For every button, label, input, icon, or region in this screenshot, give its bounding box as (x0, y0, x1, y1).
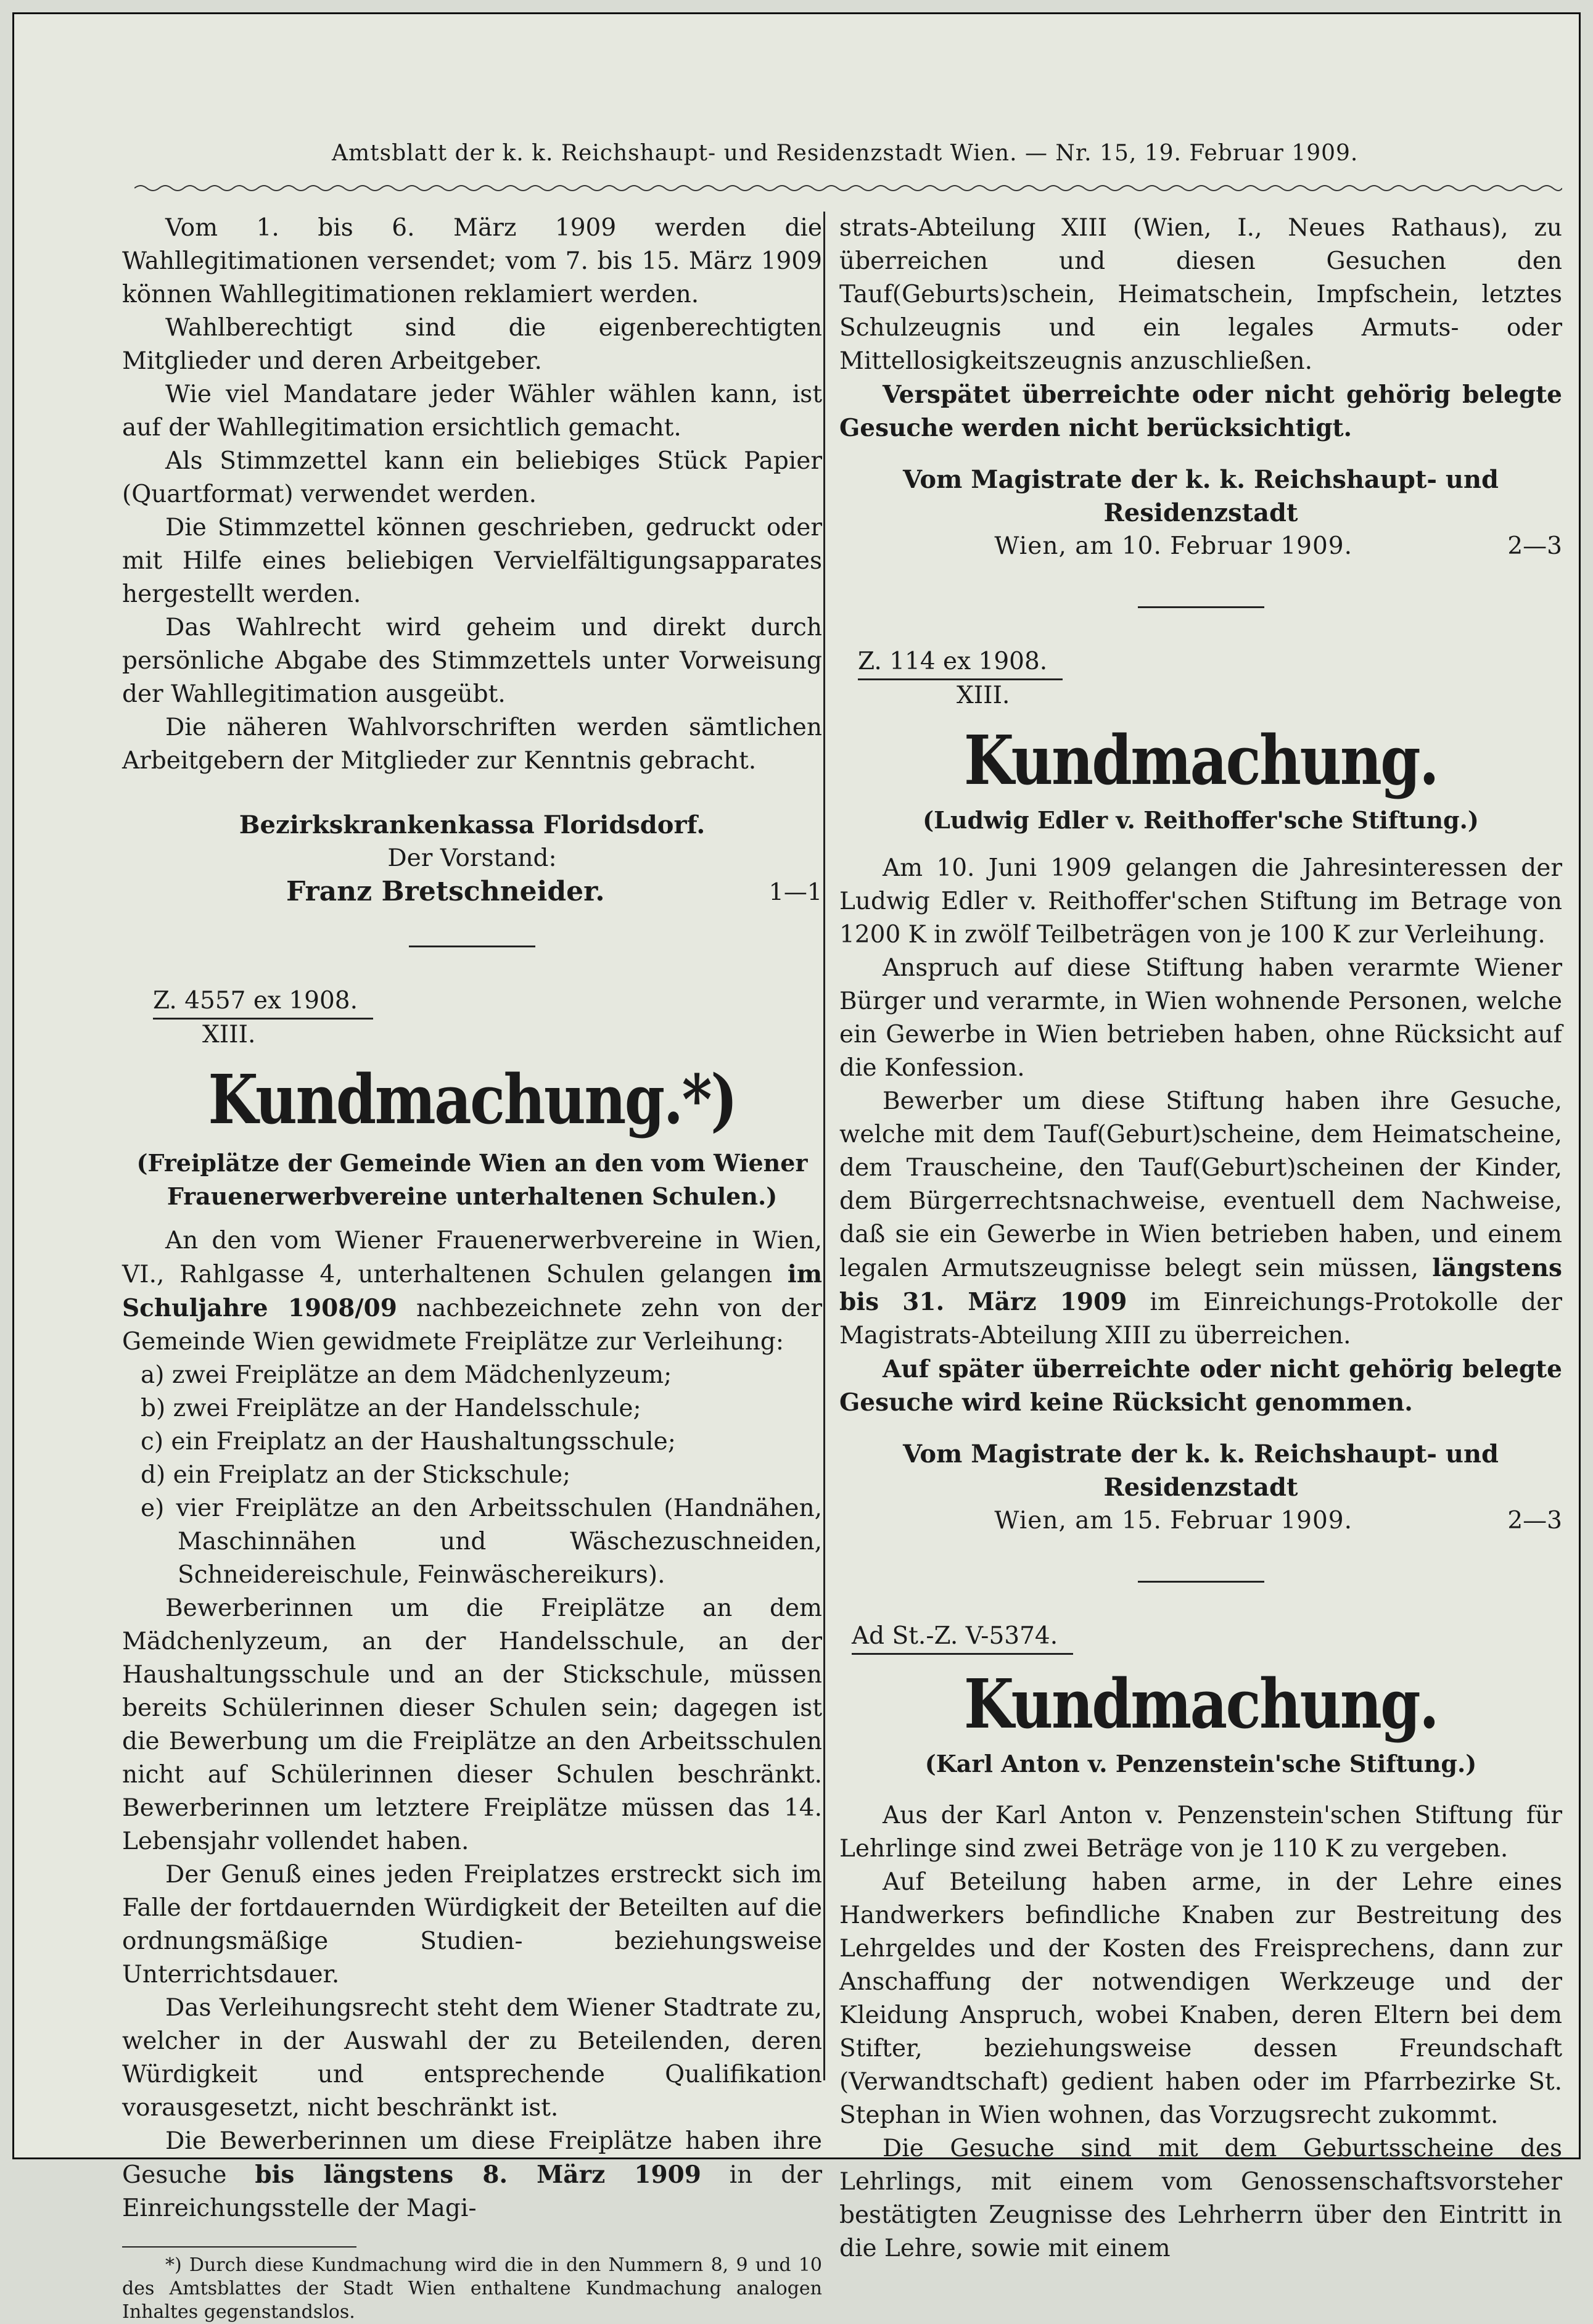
signature-place: Wien, am 15. Februar 1909. 2—3 (839, 1504, 1562, 1538)
signature-role: Der Vorstand: (387, 844, 557, 872)
intro-paragraph: Die Stimmzettel können geschrieben, gedruckt oder mit Hilfe eines beliebigen Vervielfältigungsapparates hergestellt werden. (122, 514, 822, 608)
notice-subtitle: (Karl Anton v. Penzenstein'sche Stiftung.) (924, 1750, 1477, 1778)
notice-paragraph: Bewerberinnen um die Freiplätze an dem Mädchenlyzeum, an der Handelsschule, an der Haushaltungsschule und an der Stickschule, müssen bereits Schülerinnen dieser Schulen sein; dagegen ist die Bewerbung um die Freiplätze an den Arbeitsschulen nicht auf Schülerinnen dieser Schulen beschränkt. Bewerberinnen um letztere Freiplätze müssen das 14. Lebensjahr vollendet haben. (122, 1594, 822, 1855)
intro-paragraph: Das Wahlrecht wird geheim und direkt durch persönliche Abgabe des Stimmzettels unter Vorweisung der Wahllegitimation ausgeübt. (122, 614, 822, 708)
header-wavy-rule (134, 182, 1562, 194)
intro-paragraph: Wie viel Mandatare jeder Wähler wählen kann, ist auf der Wahllegitimation ersichtlich gemacht. (122, 381, 822, 442)
notice-title: Kundmachung.*) (208, 1060, 736, 1139)
right-column (839, 212, 1562, 2265)
notice-title: Kundmachung. (963, 720, 1438, 800)
notice-paragraph: An den vom Wiener Frauenerwerbvereine in Wien, VI., Rahlgasse 4, unterhaltenen Schulen gelangen im Schuljahre 1908/09 nachbezeichnete zehn von der Gemeinde Wien gewidmete Freiplätze zur Verleihung: (122, 1227, 822, 1356)
notice-paragraph: Am 10. Juni 1909 gelangen die Jahresinteressen der Ludwig Edler v. Reithoffer'schen Stiftung im Betrage von 1200 K in zwölf Teilbeträgen von je 100 K zur Verleihung. (839, 854, 1562, 949)
notice-subtitle: (Ludwig Edler v. Reithoffer'sche Stiftung.) (923, 806, 1479, 834)
reference-number: Ad St.-Z. V-5374. (852, 1620, 1073, 1655)
reference-number: Z. 4557 ex 1908. (153, 984, 373, 1020)
intro-paragraph: Wahlberechtigt sind die eigenberechtigten Mitglieder und deren Arbeitgeber. (122, 314, 822, 375)
column-divider (823, 212, 825, 2080)
list-item: a) zwei Freiplätze an dem Mädchenlyzeum; (141, 1361, 672, 1389)
notice-paragraph: Die Gesuche sind mit dem Geburtsscheine des Lehrlings, mit einem vom Genossenschaftsvorsteher bestätigten Zeugnisse des Lehrherrn über den Eintritt in die Lehre, sowie mit einem (839, 2135, 1562, 2262)
footnote: *) Durch diese Kundmachung wird die in den Nummern 8, 9 und 10 des Amtsblattes der Stadt Wien enthaltene Kundmachung analogen Inhaltes gegenstandslos. (122, 2254, 822, 2323)
signature-name: Franz Bretschneider. 1—1 (286, 876, 822, 907)
notice-paragraph: Der Genuß eines jeden Freiplatzes erstreckt sich im Falle der fortdauernden Würdigkeit der Beteilten auf die ordnungsmäßige Studien- beziehungsweise Unterrichtsdauer. (122, 1861, 822, 1988)
notice-paragraph: Bewerber um diese Stiftung haben ihre Gesuche, welche mit dem Tauf(Geburt)scheine, dem Heimatscheine, dem Trauscheine, den Tauf(Geburt)scheinen der Kinder, dem Bürgerrechtsnachweise, eventuell dem Nachweise, daß sie ein Gewerbe in Wien betrieben haben, und einem legalen Armutszeugnisse belegt sein müssen, längstens bis 31. März 1909 im Einreichungs-Protokolle der Magistrats-Abteilung XIII zu überreichen. (839, 1087, 1562, 1349)
notice-subtitle: (Freiplätze der Gemeinde Wien an den vom Wiener Frauenerwerbvereine unterhaltenen Schulen.) (136, 1149, 808, 1210)
left-column (122, 212, 822, 2324)
list-item: d) ein Freiplatz an der Stickschule; (141, 1461, 571, 1489)
reference-number: Z. 114 ex 1908. (858, 645, 1063, 680)
notice-paragraph: Aus der Karl Anton v. Penzenstein'schen Stiftung für Lehrlinge sind zwei Beträge von je 110 K zu vergeben. (839, 1802, 1562, 1863)
page-sheet (12, 12, 1581, 2323)
freeplace-list (122, 1359, 822, 1592)
list-item: c) ein Freiplatz an der Haushaltungsschule; (141, 1428, 676, 1456)
insertion-number: 2—3 (1507, 532, 1562, 560)
signature-org: Vom Magistrate der k. k. Reichshaupt- und Residenzstadt (902, 1440, 1499, 1502)
signature-place: Wien, am 10. Februar 1909. 2—3 (839, 530, 1562, 563)
department-number: XIII. (957, 682, 1010, 709)
insertion-number: 2—3 (1507, 1507, 1562, 1535)
intro-paragraph: Die näheren Wahlvorschriften werden sämtlichen Arbeitgebern der Mitglieder zur Kenntnis gebracht. (122, 714, 822, 775)
insertion-number: 1—1 (768, 878, 822, 905)
intro-paragraph: Als Stimmzettel kann ein beliebiges Stück Papier (Quartformat) verwendet werden. (122, 447, 822, 508)
notice-paragraph: Das Verleihungsrecht steht dem Wiener Stadtrate zu, welcher in der Auswahl der zu Beteilenden, deren Würdigkeit und entsprechende Qualifikation vorausgesetzt, nicht beschränkt ist. (122, 1994, 822, 2122)
list-item: e) vier Freiplätze an den Arbeitsschulen (Handnähen, Maschinnähen und Wäschezuschneiden, Schneidereischule, Feinwäschereikurs). (141, 1494, 822, 1589)
signature-org: Bezirkskrankenkassa Floridsdorf. (239, 810, 706, 839)
notice-paragraph: Anspruch auf diese Stiftung haben verarmte Wiener Bürger und verarmte, in Wien wohnende Personen, welche ein Gewerbe in Wien betrieben haben, ohne Rücksicht auf die Konfession. (839, 954, 1562, 1082)
warning-paragraph: Auf später überreichte oder nicht gehörig belegte Gesuche wird keine Rücksicht genommen. (839, 1355, 1562, 1417)
continued-paragraph: strats-Abteilung XIII (Wien, I., Neues Rathaus), zu überreichen und diesen Gesuchen den Tauf(Geburts)schein, Heimatschein, Impfschein, letztes Schulzeugnis und ein legales Armuts- oder Mittellosigkeitszeugnis anzuschließen. (839, 214, 1562, 375)
signature-org: Vom Magistrate der k. k. Reichshaupt- und Residenzstadt (902, 465, 1499, 527)
list-item: b) zwei Freiplätze an der Handelsschule; (141, 1395, 641, 1422)
page-header: Amtsblatt der k. k. Reichshaupt- und Residenzstadt Wien. — Nr. 15, 19. Februar 1909. (332, 141, 1359, 166)
notice-title: Kundmachung. (963, 1664, 1438, 1744)
department-number: XIII. (202, 1021, 256, 1049)
notice-paragraph: Die Bewerberinnen um diese Freiplätze haben ihre Gesuche bis längstens 8. März 1909 in der Einreichungsstelle der Magi- (122, 2127, 822, 2222)
intro-paragraph: Vom 1. bis 6. März 1909 werden die Wahllegitimationen versendet; vom 7. bis 15. März 1909 können Wahllegitimationen reklamiert werden. (122, 214, 822, 308)
footnote-rule (122, 2246, 356, 2248)
notice-paragraph: Auf Beteilung haben arme, in der Lehre eines Handwerkers befindliche Knaben zur Bestreitung des Lehrgeldes und der Kosten des Freisprechens, dann zur Anschaffung der notwendigen Werkzeuge und der Kleidung Anspruch, wobei Knaben, deren Eltern bei dem Stifter, beziehungsweise dessen Freundschaft (Verwandtschaft) gedient haben oder im Pfarrbezirke St. Stephan in Wien wohnen, das Vorzugsrecht zukommt. (839, 1868, 1562, 2129)
warning-paragraph: Verspätet überreichte oder nicht gehörig belegte Gesuche werden nicht berücksichtigt. (839, 381, 1562, 442)
